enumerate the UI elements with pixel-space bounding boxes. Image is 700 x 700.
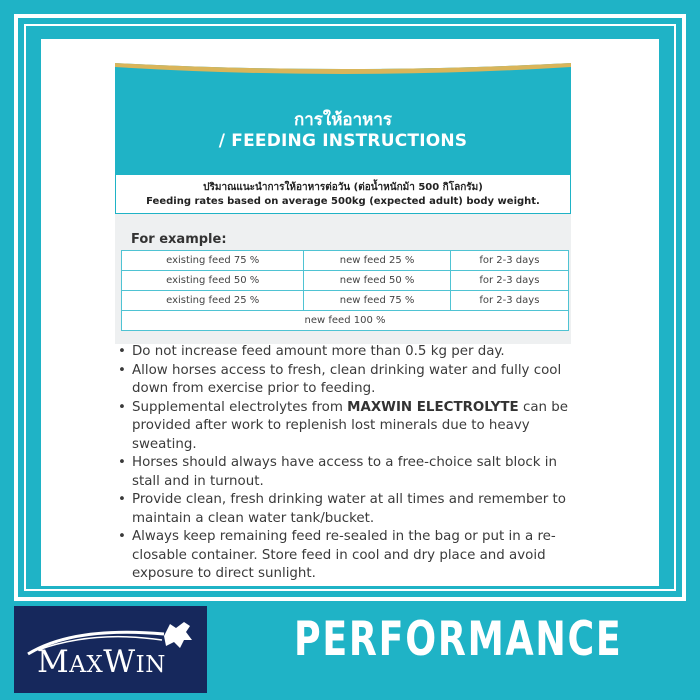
table-cell: new feed 25 % [304, 251, 450, 271]
list-item-text: can be provided after work to replenish lost minerals due to heavy sweating. [132, 399, 569, 452]
title-english: / FEEDING INSTRUCTIONS [218, 131, 468, 151]
table-cell: existing feed 25 % [122, 291, 304, 311]
table-row [122, 271, 569, 291]
list-item: • Horses should always have access to a free-choice salt block in stall and in turnout. [118, 454, 580, 491]
list-item-text: Supplemental electrolytes from [132, 399, 348, 415]
table-cell: new feed 50 % [304, 271, 450, 291]
list-item [118, 399, 580, 455]
feeding-rate-thai: ปริมาณแนะนำการให้อาหารต่อวัน (ต่อน้ำหนักม้า 500 กิโลกรัม) [203, 182, 483, 193]
table-cell-final: new feed 100 % [122, 311, 569, 331]
feed-transition-table [121, 250, 569, 331]
table-cell: for 2-3 days [450, 291, 568, 311]
table-cell: for 2-3 days [450, 251, 568, 271]
feeding-rate-english: Feeding rates based on average 500kg (expected adult) body weight. [146, 196, 540, 207]
list-item: • Allow horses access to fresh, clean drinking water and fully cool down from exercise prior to feeding. [118, 362, 580, 399]
example-label: For example: [131, 232, 227, 247]
list-item: • Provide clean, fresh drinking water at all times and remember to maintain a clean water tank/bucket. [118, 491, 580, 528]
table-row [122, 311, 569, 331]
table-cell: existing feed 50 % [122, 271, 304, 291]
performance-title: PERFORMANCE [294, 612, 623, 667]
feeding-rate-box [115, 174, 571, 214]
table-row [122, 291, 569, 311]
feeding-notes-list [118, 343, 580, 584]
title-thai: การให้อาหาร [293, 110, 393, 130]
maxwin-logo [14, 606, 207, 693]
table-cell: for 2-3 days [450, 271, 568, 291]
product-name: MAXWIN ELECTROLYTE [347, 399, 519, 415]
list-item: • Always keep remaining feed re-sealed in the bag or put in a re-closable container. Store feed in cool and dry place and avoid exposure to direct sunlight. [118, 528, 580, 584]
table-row [122, 251, 569, 271]
list-item: • Do not increase feed amount more than 0.5 kg per day. [118, 343, 580, 362]
table-cell: new feed 75 % [304, 291, 450, 311]
logo-wordmark: MAXWIN [37, 644, 166, 680]
table-cell: existing feed 75 % [122, 251, 304, 271]
